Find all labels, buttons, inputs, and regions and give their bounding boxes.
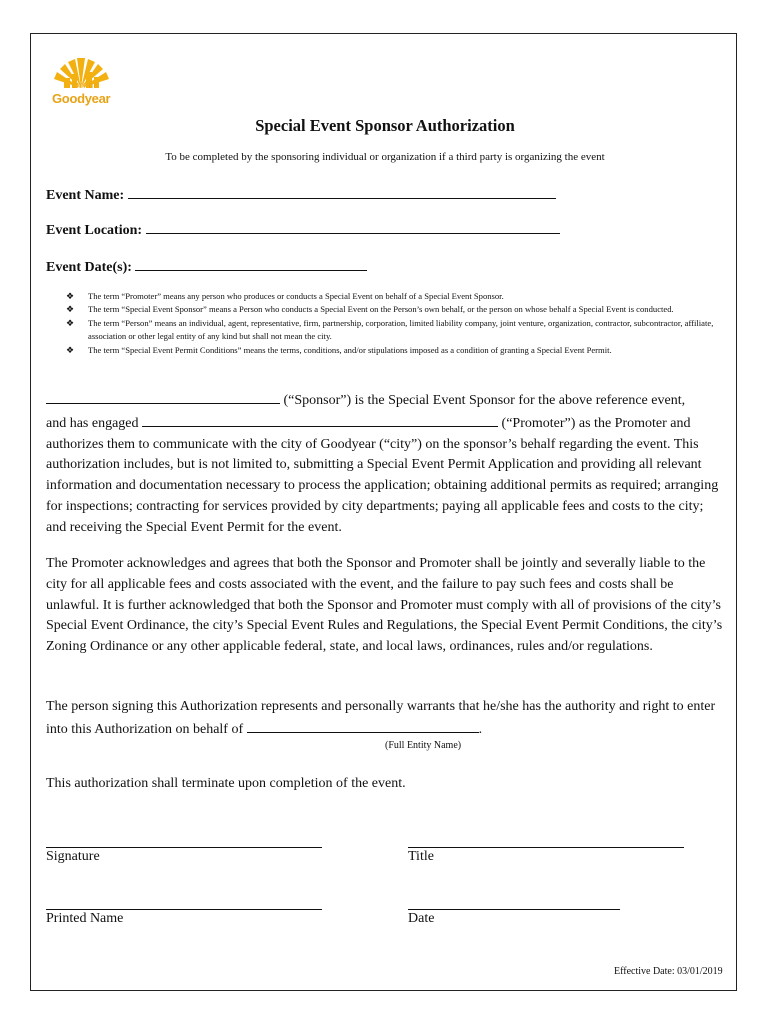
definition-text: The term “Special Event Sponsor” means a Person who conducts a Special Event on the Person’s own behalf, or the person on whose behalf a Special Event is conducted. <box>88 304 674 315</box>
diamond-bullet-icon: ❖ <box>66 317 75 328</box>
sponsor-suffix-text: (“Sponsor”) is the Special Event Sponsor for the above reference event, <box>280 393 686 408</box>
event-location-field <box>46 219 560 239</box>
authorization-paragraph <box>46 389 726 539</box>
promoter-suffix-text: (“Promoter”) as the Promoter and <box>498 415 691 431</box>
definition-item <box>66 290 732 303</box>
definition-item <box>66 344 732 357</box>
definition-item <box>66 317 732 344</box>
diamond-bullet-icon: ❖ <box>66 304 75 315</box>
event-dates-label: Event Date(s): <box>46 260 132 275</box>
event-dates-input-line[interactable] <box>135 256 367 271</box>
liability-paragraph: The Promoter acknowledges and agrees that both the Sponsor and Promoter shall be jointly and severally liable to the city for all applicable fees and costs associated with the event, and the failure to pay such fees and costs shall be unlawful. It is further acknowledged that both the Sponsor and Promoter must comply with all of provisions of the city’s Special Event Ordinance, the city’s Special Event Rules and Regulations, the Special Event Permit Conditions, the city’s Zoning Ordinance or any other applicable federal, state, and local laws, ordinances, rules and/or regulations. <box>46 556 723 655</box>
signature-line[interactable] <box>46 847 322 848</box>
event-name-input-line[interactable] <box>128 184 556 199</box>
logo-city-text: CITY OF <box>72 84 98 90</box>
event-location-input-line[interactable] <box>146 219 560 234</box>
event-dates-field <box>46 256 367 276</box>
definition-text: The term “Person” means an individual, agent, representative, firm, partnership, corporation, limited liability company, joint venture, organization, contractor, subcontractor, affiliate, association or other legal entity of any kind but shall not mean the city. <box>88 317 714 342</box>
title-line[interactable] <box>408 847 684 848</box>
diamond-bullet-icon: ❖ <box>66 291 75 301</box>
warranty-text: The person signing this Authorization represents and personally warrants that he/she has the authority and right to enter into this Authorization on behalf of <box>46 699 716 737</box>
sponsor-name-input-line[interactable] <box>46 389 280 404</box>
diamond-bullet-icon: ❖ <box>66 344 75 355</box>
warranty-end: . <box>478 721 483 737</box>
title-label: Title <box>408 849 434 864</box>
date-line[interactable] <box>408 909 620 910</box>
definition-text: The term “Promoter” means any person who produces or conducts a Special Event on behalf of a Special Event Sponsor. <box>88 291 504 301</box>
signature-label: Signature <box>46 849 100 864</box>
warranty-paragraph <box>46 697 726 741</box>
definition-item <box>66 303 732 316</box>
promoter-name-input-line[interactable] <box>142 412 498 427</box>
engaged-prefix-text: and has engaged <box>46 415 143 431</box>
document-subtitle: To be completed by the sponsoring individual or organization if a third party is organizing the event <box>165 151 605 163</box>
effective-date: Effective Date: 03/01/2019 <box>614 966 723 977</box>
event-location-label: Event Location: <box>46 223 143 238</box>
authorization-body-text: authorizes them to communicate with the city of Goodyear (“city”) on the sponsor’s behalf regarding the event. This authorization includes, but is not limited to, submitting a Special Event Permit Application and providing all relevant information and documentation necessary to process the application; obtaining additional permits as required; arranging for inspections; contracting for services provided by city departments; paying all applicable fees and costs to the city; and receiving the Special Event Permit for the event. <box>46 436 719 535</box>
document-title: Special Event Sponsor Authorization <box>255 116 515 135</box>
termination-statement: This authorization shall terminate upon completion of the event. <box>46 776 406 791</box>
definition-text: The term “Special Event Permit Conditions” means the terms, conditions, and/or stipulations imposed as a condition of granting a Special Event Permit. <box>88 344 612 355</box>
date-label: Date <box>408 911 435 926</box>
printed-name-line[interactable] <box>46 909 322 910</box>
definitions-list <box>66 290 732 357</box>
printed-name-label: Printed Name <box>46 911 124 926</box>
full-entity-name-input-line[interactable] <box>247 718 479 733</box>
event-name-field <box>46 184 556 204</box>
logo-name-text: Goodyear <box>52 91 111 106</box>
event-name-label: Event Name: <box>46 188 125 203</box>
full-entity-name-caption: (Full Entity Name) <box>385 740 462 751</box>
